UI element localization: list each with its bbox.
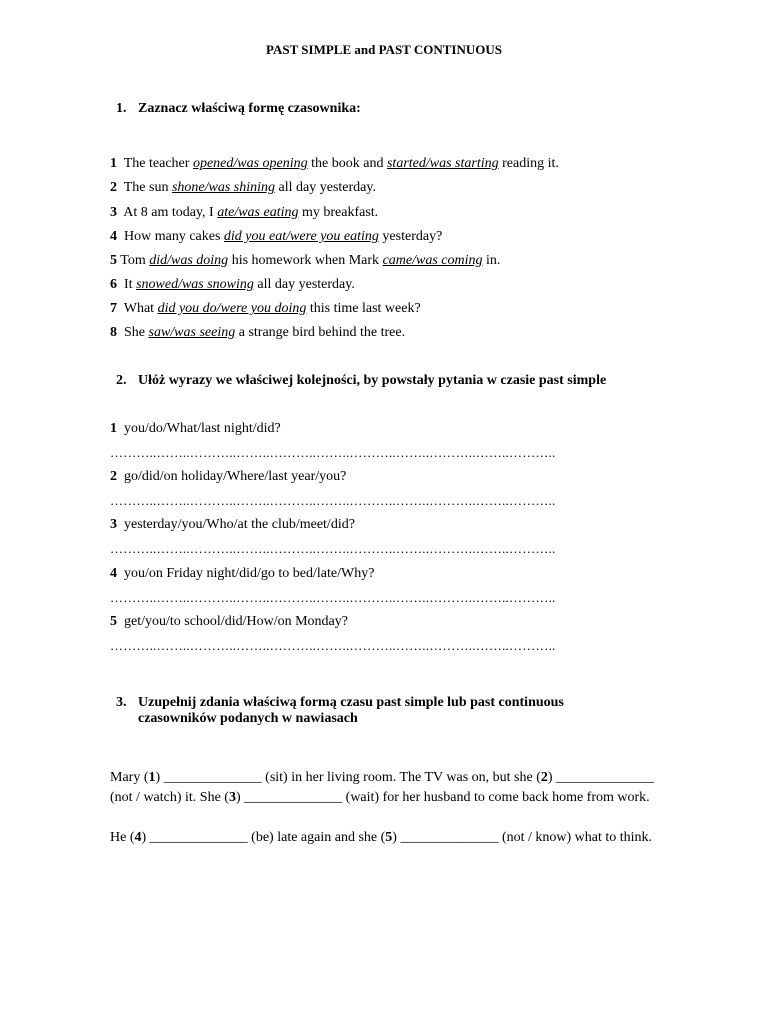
exercise-2-item — [110, 516, 355, 534]
answer-option-1[interactable]: saw/was seeing — [148, 325, 236, 340]
scrambled-words: you/on Friday night/did/go to bed/late/Why? — [124, 566, 375, 581]
scrambled-words: get/you/to school/did/How/on Monday? — [124, 614, 348, 629]
exercise-1-item — [110, 300, 421, 318]
section-3-paragraph-2 — [110, 828, 670, 848]
answer-dotted-line[interactable]: ………..……..………..……..………..……..………..……..………..……..……….. — [110, 638, 556, 653]
item-text-pre: The sun — [123, 180, 172, 195]
item-spacer — [117, 517, 124, 532]
item-text-pre: What — [123, 301, 158, 316]
item-text-mid: the book and — [307, 156, 387, 171]
exercise-2-item — [110, 565, 374, 583]
item-spacer — [117, 180, 124, 195]
item-text-mid: yesterday? — [378, 229, 443, 244]
item-text-pre: Tom — [120, 253, 150, 268]
blank-number-1: 1 — [148, 770, 156, 785]
answer-dotted-line[interactable]: ………..……..………..……..………..……..………..……..………..……..……….. — [110, 445, 556, 460]
item-text-pre: The teacher — [123, 156, 193, 171]
item-number: 4 — [110, 566, 117, 581]
exercise-1-item — [110, 155, 559, 173]
blank-line-5[interactable]: ______________ — [400, 830, 499, 845]
scrambled-words: go/did/on holiday/Where/last year/you? — [124, 469, 347, 484]
section-3-title-line2: czasowników podanych w nawiasach — [138, 711, 358, 726]
text: ) — [547, 770, 557, 785]
blank-number-5: 5 — [385, 830, 393, 845]
answer-dotted-line[interactable]: ………..……..………..……..………..……..………..……..………..……..……….. — [110, 590, 556, 605]
answer-option-1[interactable]: snowed/was snowing — [136, 277, 254, 292]
answer-option-2[interactable]: started/was starting — [386, 156, 499, 171]
item-text-mid: all day yesterday. — [253, 277, 355, 292]
blank-line-3[interactable]: ______________ — [244, 790, 343, 805]
answer-option-1[interactable]: did you eat/were you eating — [223, 229, 379, 244]
answer-option-1[interactable]: did you do/were you doing — [157, 301, 307, 316]
item-text-pre: It — [124, 277, 137, 292]
item-text-mid: his homework when Mark — [228, 253, 383, 268]
text: (not / watch) it. She ( — [110, 790, 229, 805]
text: Mary ( — [110, 770, 149, 785]
text: ) — [392, 830, 401, 845]
text: ) — [141, 830, 150, 845]
item-spacer — [117, 614, 124, 629]
item-number: 3 — [110, 517, 117, 532]
section-1-title: Zaznacz właściwą formę czasownika: — [138, 101, 361, 116]
text: ) — [155, 770, 164, 785]
item-number: 5 — [110, 253, 117, 268]
blank-number-3: 3 — [228, 790, 236, 805]
item-number: 2 — [110, 180, 117, 195]
item-spacer — [117, 421, 124, 436]
item-spacer — [117, 325, 124, 340]
item-text-mid: all day yesterday. — [275, 180, 376, 195]
item-text-mid: my breakfast. — [298, 205, 379, 220]
section-2-number: 2. — [116, 373, 127, 388]
exercise-2-item — [110, 468, 346, 486]
text: (wait) for her husband to come back home from work. — [342, 790, 650, 805]
answer-option-1[interactable]: opened/was opening — [192, 156, 308, 171]
section-3-heading — [116, 695, 564, 727]
item-spacer — [117, 566, 124, 581]
item-text-pre: At 8 am today, I — [123, 205, 218, 220]
blank-line-1[interactable]: ______________ — [163, 770, 262, 785]
exercise-1-item — [110, 204, 378, 222]
text: (be) late again and she ( — [247, 830, 386, 845]
exercise-2-item — [110, 613, 348, 631]
item-number: 2 — [110, 469, 117, 484]
item-text-mid: this time last week? — [306, 301, 421, 316]
blank-number-4: 4 — [134, 830, 142, 845]
exercise-1-item — [110, 179, 376, 197]
item-number: 1 — [110, 156, 117, 171]
section-1-heading — [116, 101, 361, 117]
text: He ( — [110, 830, 135, 845]
blank-number-2: 2 — [540, 770, 548, 785]
text: (not / know) what to think. — [498, 830, 653, 845]
item-spacer — [117, 229, 124, 244]
item-number: 7 — [110, 301, 117, 316]
text: ) — [235, 790, 245, 805]
item-number: 4 — [110, 229, 117, 244]
item-number: 5 — [110, 614, 117, 629]
exercise-1-item — [110, 324, 405, 342]
item-number: 6 — [110, 277, 117, 292]
exercise-2-item — [110, 420, 281, 438]
item-number: 3 — [110, 205, 117, 220]
item-text-mid: a strange bird behind the tree. — [235, 325, 406, 340]
answer-dotted-line[interactable]: ………..……..………..……..………..……..………..……..………..……..……….. — [110, 493, 556, 508]
item-text-pre: How many cakes — [124, 229, 224, 244]
scrambled-words: you/do/What/last night/did? — [124, 421, 281, 436]
section-3-title-line1: Uzupełnij zdania właściwą formą czasu past simple lub past continuous — [138, 695, 564, 710]
scrambled-words: yesterday/you/Who/at the club/meet/did? — [124, 517, 355, 532]
item-number: 8 — [110, 325, 117, 340]
answer-option-1[interactable]: ate/was eating — [217, 205, 299, 220]
exercise-1-item — [110, 252, 500, 270]
page-title: PAST SIMPLE and PAST CONTINUOUS — [266, 42, 502, 57]
item-spacer — [117, 301, 124, 316]
answer-option-1[interactable]: shone/was shining — [171, 180, 276, 195]
answer-option-1[interactable]: did/was doing — [149, 253, 229, 268]
answer-dotted-line[interactable]: ………..……..………..……..………..……..………..……..………..……..……….. — [110, 541, 556, 556]
blank-line-4[interactable]: ______________ — [149, 830, 248, 845]
item-spacer — [117, 156, 124, 171]
item-text-post: in. — [482, 253, 501, 268]
section-1-number: 1. — [116, 101, 127, 116]
item-spacer — [117, 469, 124, 484]
item-number: 1 — [110, 421, 117, 436]
section-2-heading — [116, 373, 606, 389]
item-spacer — [117, 277, 124, 292]
section-3-number: 3. — [116, 695, 127, 710]
answer-option-2[interactable]: came/was coming — [382, 253, 483, 268]
item-text-post: reading it. — [498, 156, 559, 171]
section-2-title: Ułóż wyrazy we właściwej kolejności, by powstały pytania w czasie past simple — [138, 373, 607, 388]
item-text-pre: She — [124, 325, 149, 340]
text: (sit) in her living room. The TV was on, but she ( — [261, 770, 541, 785]
blank-line-2[interactable]: ______________ — [556, 770, 655, 785]
section-3-paragraph-1 — [110, 768, 670, 808]
exercise-1-item — [110, 228, 442, 246]
exercise-1-item — [110, 276, 355, 294]
